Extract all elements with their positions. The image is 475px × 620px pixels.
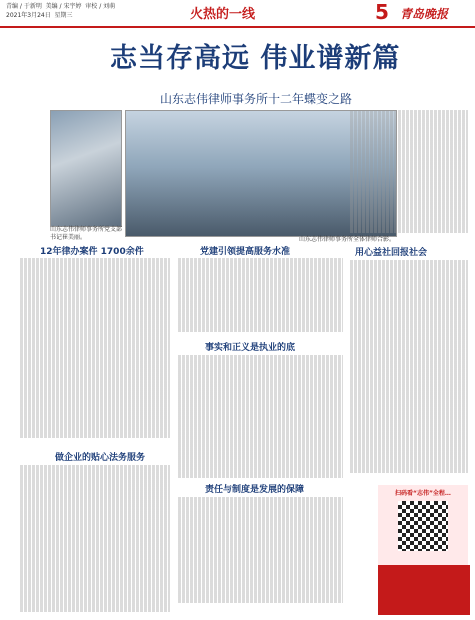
newspaper-logo: 青岛晚报 [400, 7, 449, 21]
article-column [178, 355, 343, 480]
subheadline: 山东志伟律师事务所十二年蝶变之路 [160, 92, 353, 106]
portrait-caption: 山东志伟律师事务所党支部书记崔美丽。 [50, 226, 123, 241]
article-column [20, 258, 170, 448]
section-heading: 用心益社回报社会 [355, 248, 428, 258]
group-photo-caption: 山东志伟律师事务所全体律师合影。 [298, 236, 395, 243]
qr-code-panel [378, 485, 468, 565]
article-column [178, 497, 343, 612]
page-header [0, 0, 475, 28]
page-number: 5 [375, 0, 389, 24]
article-column [350, 110, 468, 240]
footer-banner [378, 565, 470, 615]
headline: 志当存高远 伟业谱新篇 [110, 43, 401, 74]
qr-code [398, 501, 448, 551]
article-column [20, 465, 170, 615]
section-heading: 责任与制度是发展的保障 [205, 485, 305, 495]
edition-meta: 青编 / 于新明 美编 / 宋宇婷 审校 / 刘萌 2021年3月24日 星期三 [6, 3, 116, 19]
section-heading: 做企业的贴心法务服务 [55, 453, 146, 463]
section-title: 火热的一线 [190, 7, 256, 22]
portrait-photo [50, 110, 122, 227]
section-heading: 党建引领提高服务水准 [200, 247, 291, 257]
qr-title: 扫码看“志伟”全程… [395, 490, 451, 497]
section-heading: 12年律办案件 1700余件 [40, 247, 144, 257]
section-heading: 事实和正义是执业的底 [205, 343, 296, 353]
article-column [350, 260, 468, 480]
article-column [178, 258, 343, 338]
